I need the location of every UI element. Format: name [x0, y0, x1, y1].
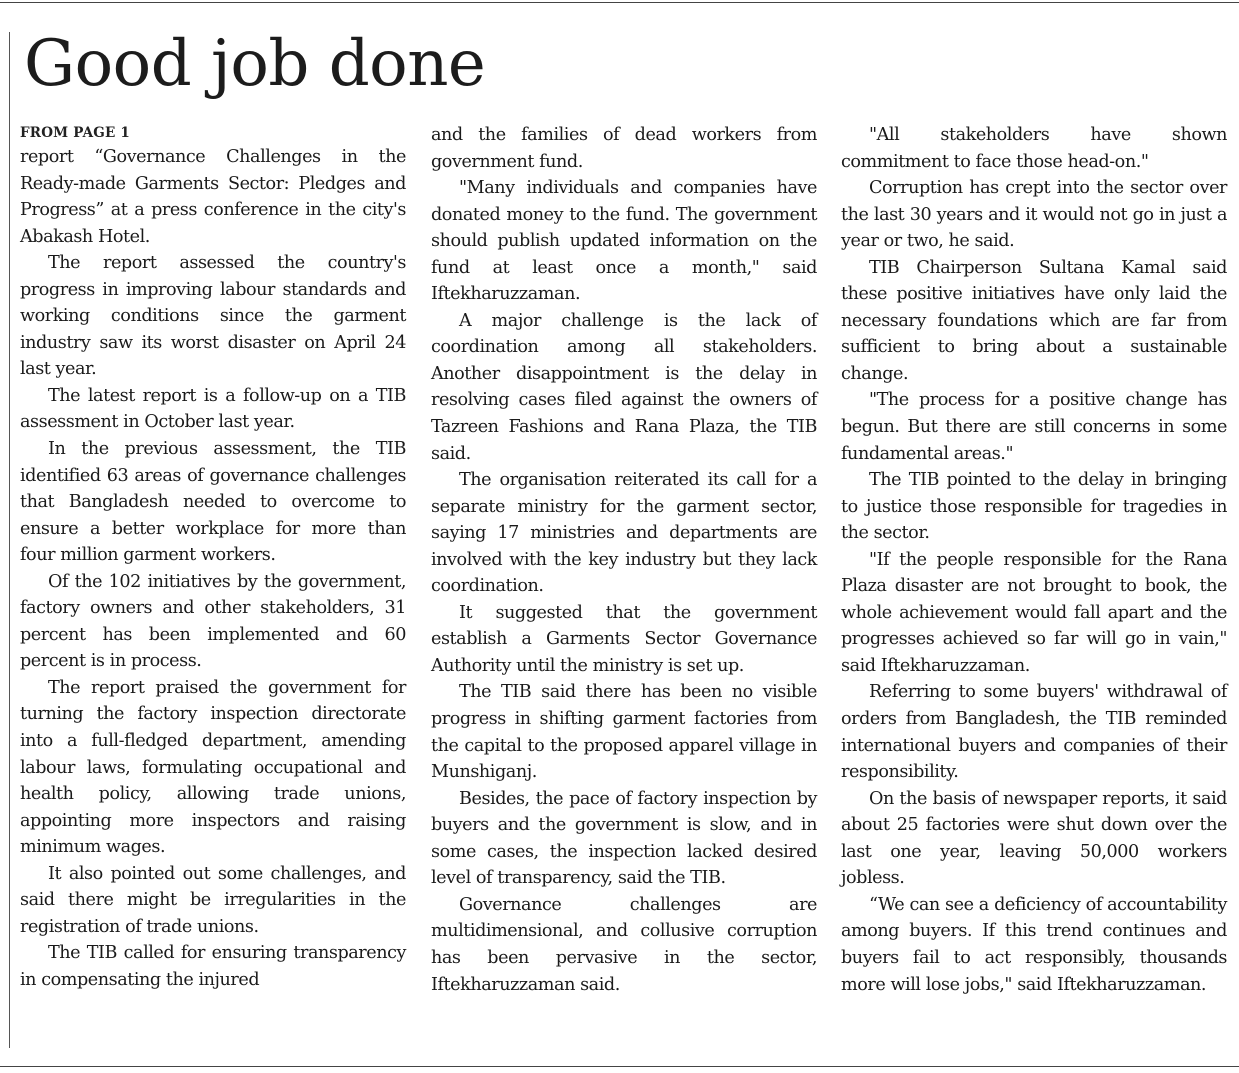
- bottom-rule: [0, 1066, 1239, 1067]
- paragraph: It also pointed out some challenges, and said there might be irregularities in the registration of trade unions.: [20, 863, 406, 937]
- paragraph: "All stakeholders have shown commitment to face those head-on.": [841, 125, 1227, 172]
- paragraph: The report praised the government for turning the factory inspection directorate into a full-fledged department, amending labour laws, formulating occupational and health policy, allowing trade unions, appointing more inspectors and raising minimum wages.: [20, 677, 406, 858]
- paragraph: The TIB called for ensuring transparency in compensating the injured: [20, 943, 406, 990]
- paragraph: Corruption has crept into the sector over the last 30 years and it would not go in just a year or two, he said.: [841, 178, 1227, 252]
- paragraph: "Many individuals and companies have donated money to the fund. The government should publish updated information on the fund at least once a month," said Iftekharuzzaman.: [431, 178, 817, 305]
- paragraph: The report assessed the country's progress in improving labour standards and working conditions since the garment industry saw its worst disaster on April 24 last year.: [20, 253, 406, 380]
- paragraph: The organisation reiterated its call for a separate ministry for the garment sector, saying 17 ministries and departments are involved with the key industry but they lack coordination.: [431, 470, 817, 597]
- left-rule: [9, 32, 10, 1048]
- paragraph: The TIB said there has been no visible progress in shifting garment factories from the capital to the proposed apparel village in Munshiganj.: [431, 682, 817, 783]
- kicker: FROM PAGE 1: [20, 125, 130, 141]
- paragraph: and the families of dead workers from government fund.: [431, 125, 817, 172]
- paragraph: It suggested that the government establish a Garments Sector Governance Authority until the ministry is set up.: [431, 602, 817, 676]
- headline: Good job done: [24, 27, 486, 101]
- paragraph: In the previous assessment, the TIB identified 63 areas of governance challenges that Bangladesh needed to overcome to ensure a better workplace for more than four million garment workers.: [20, 439, 406, 566]
- top-rule: [0, 2, 1239, 3]
- article-column-2: [431, 122, 817, 998]
- paragraph: TIB Chairperson Sultana Kamal said these positive initiatives have only laid the necessary foundations which are far from sufficient to bring about a sustainable change.: [841, 257, 1227, 384]
- paragraph: The latest report is a follow-up on a TIB assessment in October last year.: [20, 385, 406, 433]
- article-column-1: [20, 122, 406, 994]
- article-column-3: [841, 122, 1227, 998]
- paragraph: “We can see a deficiency of accountability among buyers. If this trend continues and buyers fail to act responsibly, thousands more will lose jobs," said Iftekharuzzaman.: [841, 894, 1227, 995]
- paragraph: On the basis of newspaper reports, it said about 25 factories were shut down over the last one year, leaving 50,000 workers jobless.: [841, 788, 1227, 889]
- paragraph: A major challenge is the lack of coordination among all stakeholders. Another disappointment is the delay in resolving cases filed against the owners of Tazreen Fashions and Rana Plaza, the TIB said.: [431, 310, 817, 464]
- paragraph: Besides, the pace of factory inspection by buyers and the government is slow, and in some cases, the inspection lacked desired level of transparency, said the TIB.: [431, 788, 817, 889]
- paragraph: "The process for a positive change has begun. But there are still concerns in some fundamental areas.": [841, 390, 1227, 464]
- paragraph: Of the 102 initiatives by the government, factory owners and other stakeholders, 31 percent has been implemented and 60 percent is in process.: [20, 571, 406, 672]
- paragraph: Referring to some buyers' withdrawal of orders from Bangladesh, the TIB reminded international buyers and companies of their responsibility.: [841, 682, 1227, 783]
- paragraph: Governance challenges are multidimensional, and collusive corruption has been pervasive in the sector, Iftekharuzzaman said.: [431, 894, 817, 995]
- paragraph: report “Governance Challenges in the Ready-made Garments Sector: Pledges and Progress” at a press conference in the city's Abakash Hotel.: [20, 147, 406, 247]
- paragraph: "If the people responsible for the Rana Plaza disaster are not brought to book, the whole achievement would fall apart and the progresses achieved so far will go in vain," said Iftekharuzzaman.: [841, 549, 1227, 676]
- paragraph: The TIB pointed to the delay in bringing to justice those responsible for tragedies in the sector.: [841, 470, 1227, 544]
